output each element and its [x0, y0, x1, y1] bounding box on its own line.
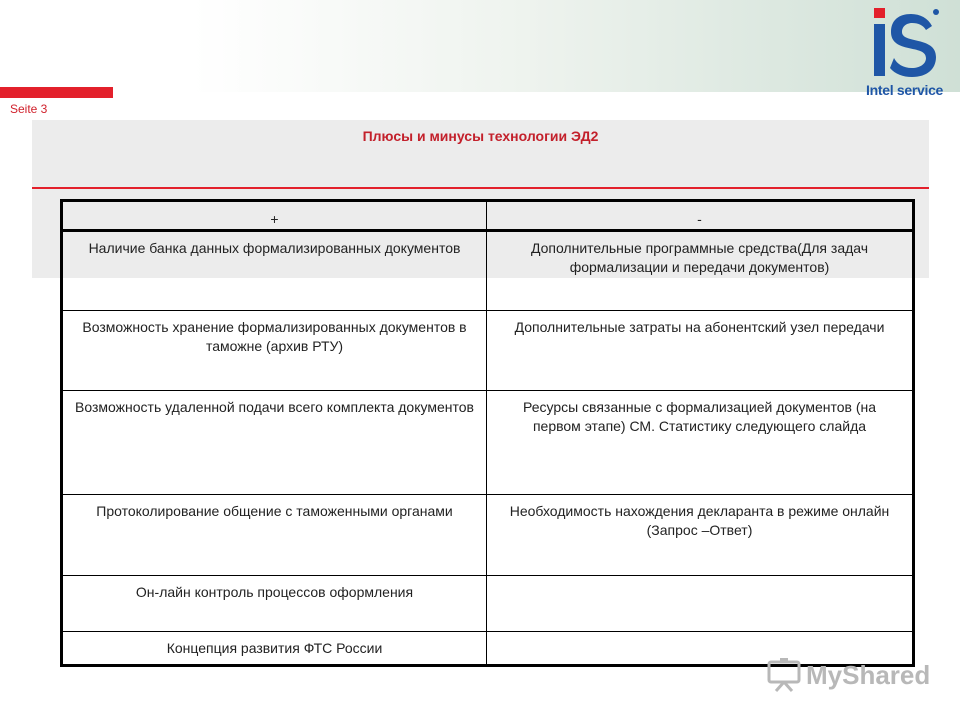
minus-cell: Дополнительные затраты на абонентский узел передачи — [487, 311, 914, 391]
watermark-text: MyShared — [806, 660, 931, 690]
company-logo — [864, 6, 948, 98]
minus-cell: Ресурсы связанные с формализацией документов (на первом этапе) СМ. Статистику следующего слайда — [487, 391, 914, 495]
table-row — [62, 576, 914, 632]
plus-cell: Возможность хранение формализированных документов в таможне (архив РТУ) — [62, 311, 487, 391]
table-header-row — [62, 201, 914, 231]
slide-title: Плюсы и минусы технологии ЭД2 — [362, 128, 599, 144]
plus-cell: Возможность удаленной подачи всего комплекта документов — [62, 391, 487, 495]
header-gradient — [0, 0, 960, 92]
page-number: Seite 3 — [10, 102, 48, 116]
table-row — [62, 391, 914, 495]
presentation-board-icon — [766, 658, 802, 692]
minus-cell: Необходимость нахождения декларанта в режиме онлайн (Запрос –Ответ) — [487, 495, 914, 576]
plus-cell: Наличие банка данных формализированных документов — [62, 231, 487, 311]
logo-brand-text: Intel service — [866, 82, 944, 98]
plus-cell: Концепция развития ФТС России — [62, 632, 487, 666]
plus-cell: Он-лайн контроль процессов оформления — [62, 576, 487, 632]
accent-bar — [0, 87, 113, 98]
table-row — [62, 311, 914, 391]
header-plus: + — [62, 201, 487, 231]
watermark — [766, 656, 956, 696]
table-row — [62, 231, 914, 311]
table-row — [62, 495, 914, 576]
header-minus: - — [487, 201, 914, 231]
plus-cell: Протоколирование общение с таможенными органами — [62, 495, 487, 576]
minus-cell: Дополнительные программные средства(Для задач формализации и передачи документов) — [487, 231, 914, 311]
minus-cell — [487, 576, 914, 632]
is-logo-icon — [870, 6, 940, 78]
title-divider — [32, 187, 929, 189]
pros-cons-table — [60, 199, 915, 667]
